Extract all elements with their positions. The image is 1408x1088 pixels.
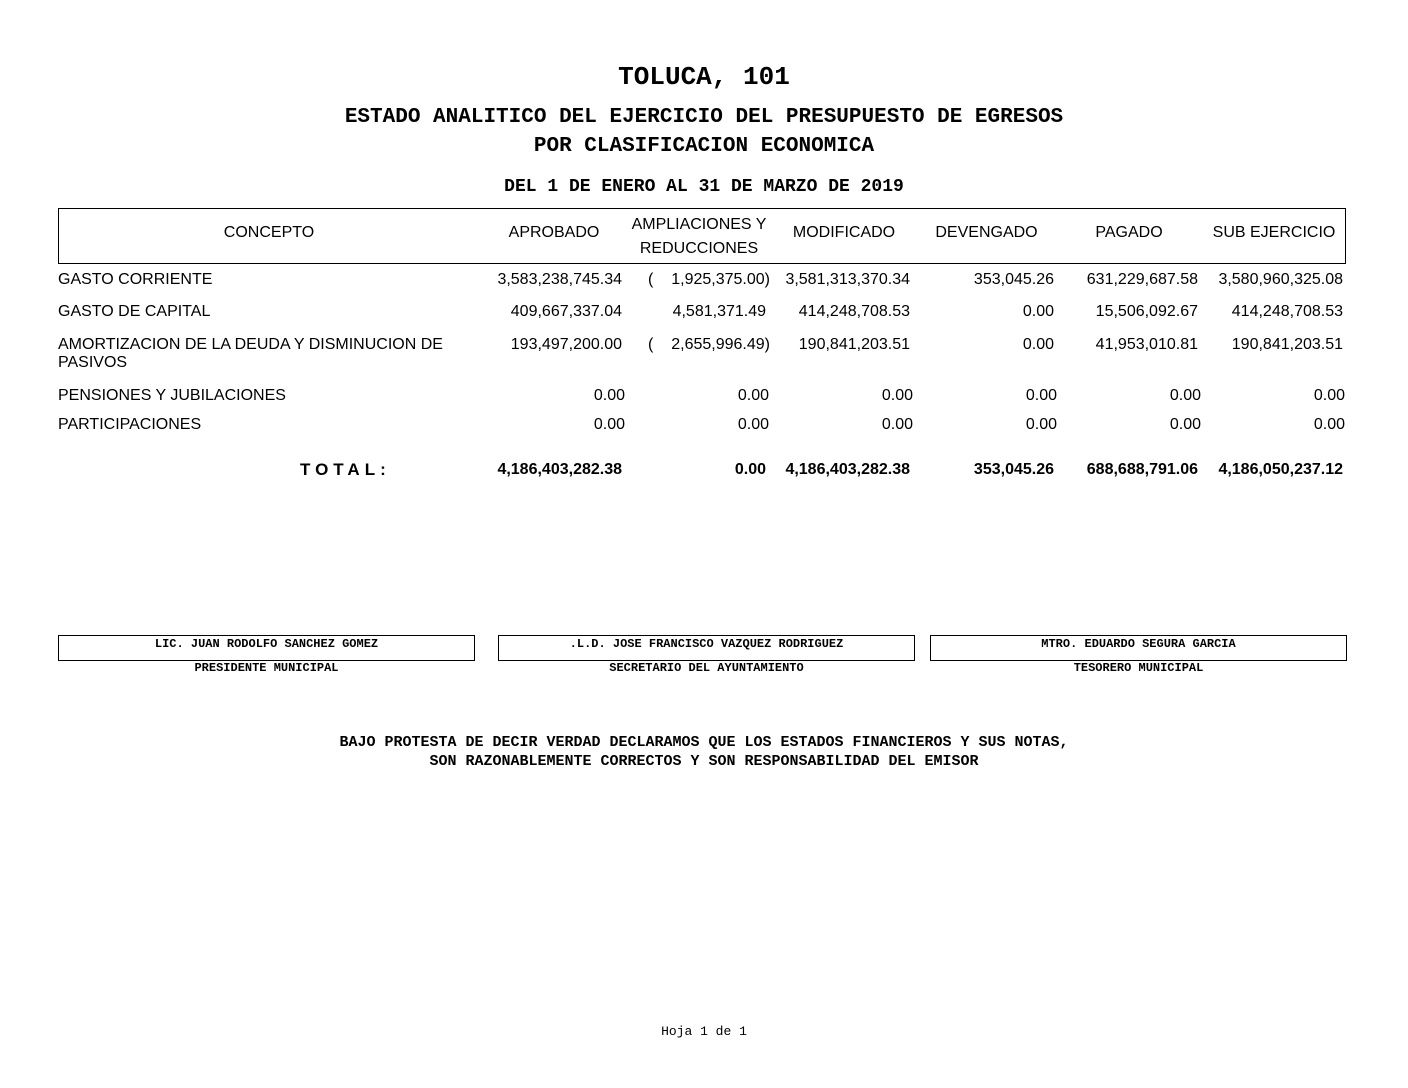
header-pagado: PAGADO <box>1095 224 1163 241</box>
devengado-value: 0.00 <box>1022 303 1054 320</box>
declaration-line1: BAJO PROTESTA DE DECIR VERDAD DECLARAMOS QUE LOS ESTADOS FINANCIEROS Y SUS NOTAS, <box>339 734 1069 751</box>
concepto-line1: AMORTIZACION DE LA DEUDA Y DISMINUCION DE <box>58 336 443 353</box>
devengado-value: 0.00 <box>1022 336 1054 353</box>
header-ampliaciones <box>619 213 779 261</box>
header-modificado: MODIFICADO <box>792 224 896 241</box>
total-sub-ejercicio: 4,186,050,237.12 <box>1218 461 1343 478</box>
modificado-value: 0.00 <box>881 387 913 404</box>
ampliaciones-paren: ( <box>648 271 654 288</box>
total-label: TOTAL: <box>300 460 391 479</box>
row-concepto <box>58 416 478 434</box>
ampliaciones-value: 1,925,375.00) <box>671 271 770 288</box>
pagado-value: 15,506,092.67 <box>1095 303 1198 320</box>
declaration-line2: SON RAZONABLEMENTE CORRECTOS Y SON RESPONSABILIDAD DEL EMISOR <box>429 753 979 770</box>
table-header <box>58 208 1346 264</box>
ampliaciones-value: 4,581,371.49 <box>672 303 766 320</box>
header-ampliaciones-line2: REDUCCIONES <box>639 240 759 257</box>
modificado-value: 0.00 <box>881 416 913 433</box>
document-title: TOLUCA, 101 <box>618 62 790 92</box>
total-aprobado: 4,186,403,282.38 <box>497 461 622 478</box>
sub-ejercicio-value: 0.00 <box>1313 416 1345 433</box>
concepto-line1: GASTO DE CAPITAL <box>58 303 211 320</box>
signature-position: SECRETARIO DEL AYUNTAMIENTO <box>609 661 804 675</box>
total-ampliaciones: 0.00 <box>734 461 766 478</box>
row-concepto <box>58 387 478 405</box>
header-devengado: DEVENGADO <box>935 224 1038 241</box>
concepto-line1: GASTO CORRIENTE <box>58 271 213 288</box>
signature-position: PRESIDENTE MUNICIPAL <box>194 661 339 675</box>
pagado-value: 631,229,687.58 <box>1086 271 1198 288</box>
aprobado-value: 193,497,200.00 <box>510 336 622 353</box>
pagado-value: 0.00 <box>1169 387 1201 404</box>
header-sub-ejercicio: SUB EJERCICIO <box>1212 224 1336 241</box>
devengado-value: 0.00 <box>1025 387 1057 404</box>
devengado-value: 353,045.26 <box>973 271 1054 288</box>
aprobado-value: 0.00 <box>593 416 625 433</box>
total-devengado: 353,045.26 <box>973 461 1054 478</box>
total-modificado: 4,186,403,282.38 <box>785 461 910 478</box>
row-concepto <box>58 271 478 289</box>
ampliaciones-value: 0.00 <box>737 387 769 404</box>
aprobado-value: 3,583,238,745.34 <box>497 271 622 288</box>
sub-ejercicio-value: 3,580,960,325.08 <box>1218 271 1343 288</box>
total-pagado: 688,688,791.06 <box>1086 461 1198 478</box>
signature-name-box: LIC. JUAN RODOLFO SANCHEZ GOMEZ <box>58 635 475 661</box>
signature-name-box: .L.D. JOSE FRANCISCO VAZQUEZ RODRIGUEZ <box>498 635 915 661</box>
header-concepto: CONCEPTO <box>223 224 315 241</box>
sub-ejercicio-value: 414,248,708.53 <box>1231 303 1343 320</box>
pagado-value: 41,953,010.81 <box>1095 336 1198 353</box>
concepto-line1: PARTICIPACIONES <box>58 416 202 433</box>
signature-position: TESORERO MUNICIPAL <box>1073 661 1204 675</box>
row-concepto <box>58 303 478 321</box>
sub-ejercicio-value: 190,841,203.51 <box>1231 336 1343 353</box>
ampliaciones-paren: ( <box>648 336 654 353</box>
row-concepto <box>58 336 478 372</box>
ampliaciones-value: 2,655,996.49) <box>671 336 770 353</box>
aprobado-value: 0.00 <box>593 387 625 404</box>
pagado-value: 0.00 <box>1169 416 1201 433</box>
report-subtitle-line2: POR CLASIFICACION ECONOMICA <box>533 135 875 158</box>
concepto-line1: PENSIONES Y JUBILACIONES <box>58 387 286 404</box>
report-period: DEL 1 DE ENERO AL 31 DE MARZO DE 2019 <box>504 177 904 197</box>
aprobado-value: 409,667,337.04 <box>510 303 622 320</box>
modificado-value: 190,841,203.51 <box>798 336 910 353</box>
modificado-value: 414,248,708.53 <box>798 303 910 320</box>
page-footer: Hoja 1 de 1 <box>661 1024 747 1039</box>
modificado-value: 3,581,313,370.34 <box>785 271 910 288</box>
sub-ejercicio-value: 0.00 <box>1313 387 1345 404</box>
devengado-value: 0.00 <box>1025 416 1057 433</box>
report-subtitle-line1: ESTADO ANALITICO DEL EJERCICIO DEL PRESUPUESTO DE EGRESOS <box>344 106 1064 129</box>
ampliaciones-value: 0.00 <box>737 416 769 433</box>
header-aprobado: APROBADO <box>508 224 600 241</box>
concepto-line2: PASIVOS <box>58 354 128 371</box>
signature-name-box: MTRO. EDUARDO SEGURA GARCIA <box>930 635 1347 661</box>
header-ampliaciones-line1: AMPLIACIONES Y <box>631 216 767 233</box>
